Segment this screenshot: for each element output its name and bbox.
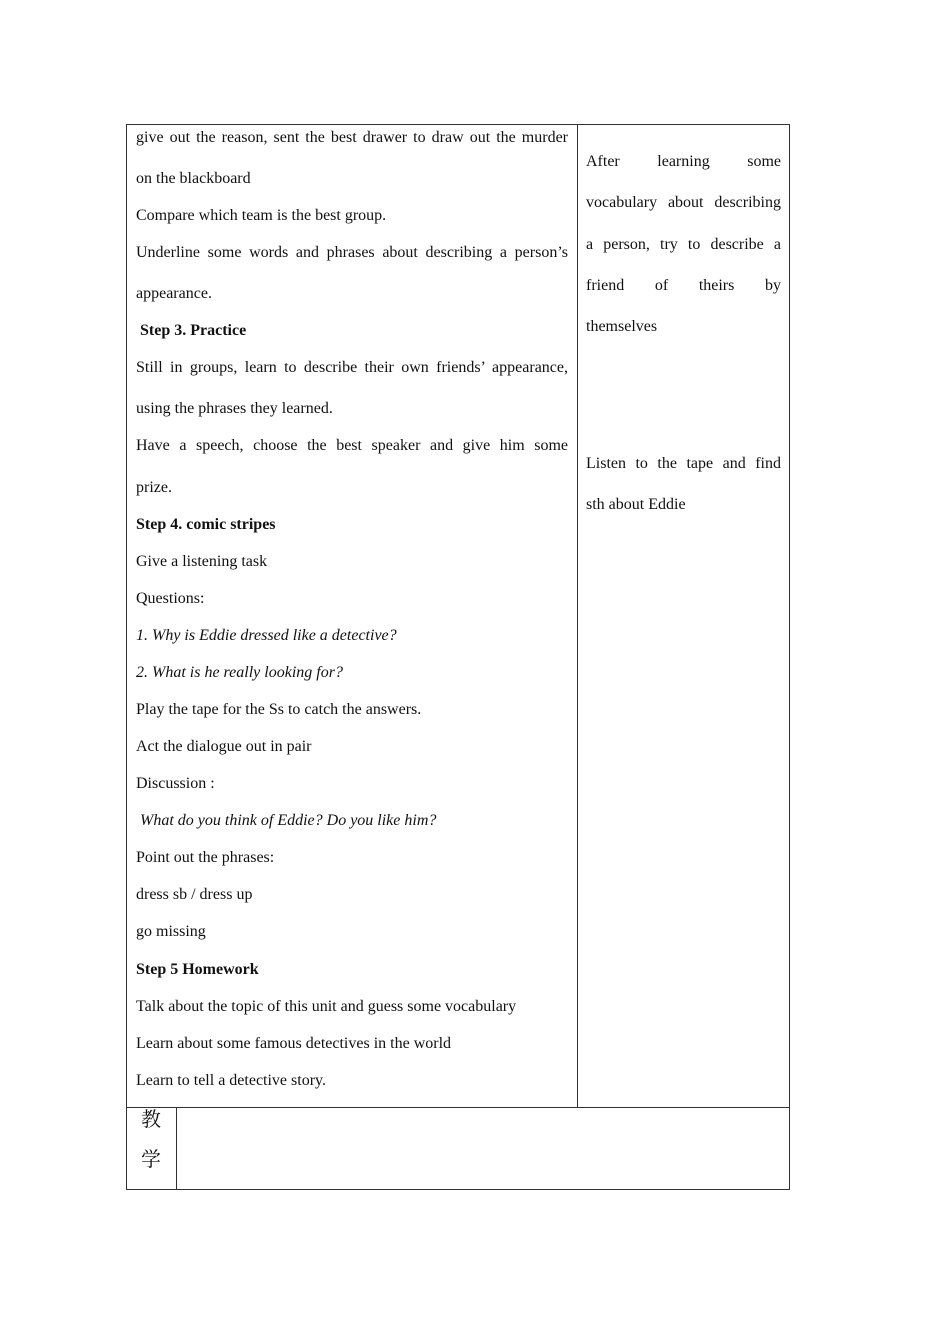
text-line: Still in groups, learn to describe their own friends’ appearance, bbox=[136, 359, 568, 376]
section-heading: Step 5 Homework bbox=[136, 961, 259, 978]
text-line: dress sb / dress up bbox=[136, 886, 253, 903]
table-lower bbox=[126, 1107, 790, 1190]
text-line: Point out the phrases: bbox=[136, 849, 275, 866]
note-line: friend of theirs by bbox=[586, 277, 781, 294]
note-line: sth about Eddie bbox=[586, 496, 686, 513]
note-line: themselves bbox=[586, 318, 658, 335]
text-line: Discussion : bbox=[136, 775, 215, 792]
note-line: a person, try to describe a bbox=[586, 236, 781, 253]
text-line: Learn about some famous detectives in the world bbox=[136, 1035, 452, 1052]
section-heading: Step 3. Practice bbox=[140, 322, 247, 339]
text-line: Compare which team is the best group. bbox=[136, 207, 387, 224]
text-line: Underline some words and phrases about describing a person’s bbox=[136, 244, 568, 261]
question-line: 2. What is he really looking for? bbox=[136, 664, 343, 681]
text-line: appearance. bbox=[136, 285, 212, 302]
text-line: Give a listening task bbox=[136, 553, 268, 570]
text-line: Talk about the topic of this unit and guess some vocabulary bbox=[136, 998, 517, 1015]
section-heading: Step 4. comic stripes bbox=[136, 516, 276, 533]
row-label-char: 学 bbox=[141, 1147, 161, 1171]
row-label-char: 教 bbox=[141, 1107, 161, 1131]
text-line: Play the tape for the Ss to catch the answers. bbox=[136, 701, 422, 718]
note-line: After learning some bbox=[586, 153, 781, 170]
text-line: prize. bbox=[136, 479, 172, 496]
label-divider bbox=[176, 1107, 177, 1190]
text-line: go missing bbox=[136, 923, 206, 940]
question-line: 1. Why is Eddie dressed like a detective? bbox=[136, 627, 397, 644]
text-line: Learn to tell a detective story. bbox=[136, 1072, 326, 1089]
discussion-question: What do you think of Eddie? Do you like him? bbox=[140, 812, 437, 829]
note-line: vocabulary about describing bbox=[586, 194, 781, 211]
text-line: give out the reason, sent the best drawer to draw out the murder bbox=[136, 129, 568, 146]
text-line: using the phrases they learned. bbox=[136, 400, 333, 417]
text-line: Act the dialogue out in pair bbox=[136, 738, 312, 755]
note-line: Listen to the tape and find bbox=[586, 455, 781, 472]
text-line: Have a speech, choose the best speaker and give him some bbox=[136, 437, 568, 454]
text-line: on the blackboard bbox=[136, 170, 251, 187]
column-divider bbox=[577, 124, 578, 1108]
text-line: Questions: bbox=[136, 590, 205, 607]
